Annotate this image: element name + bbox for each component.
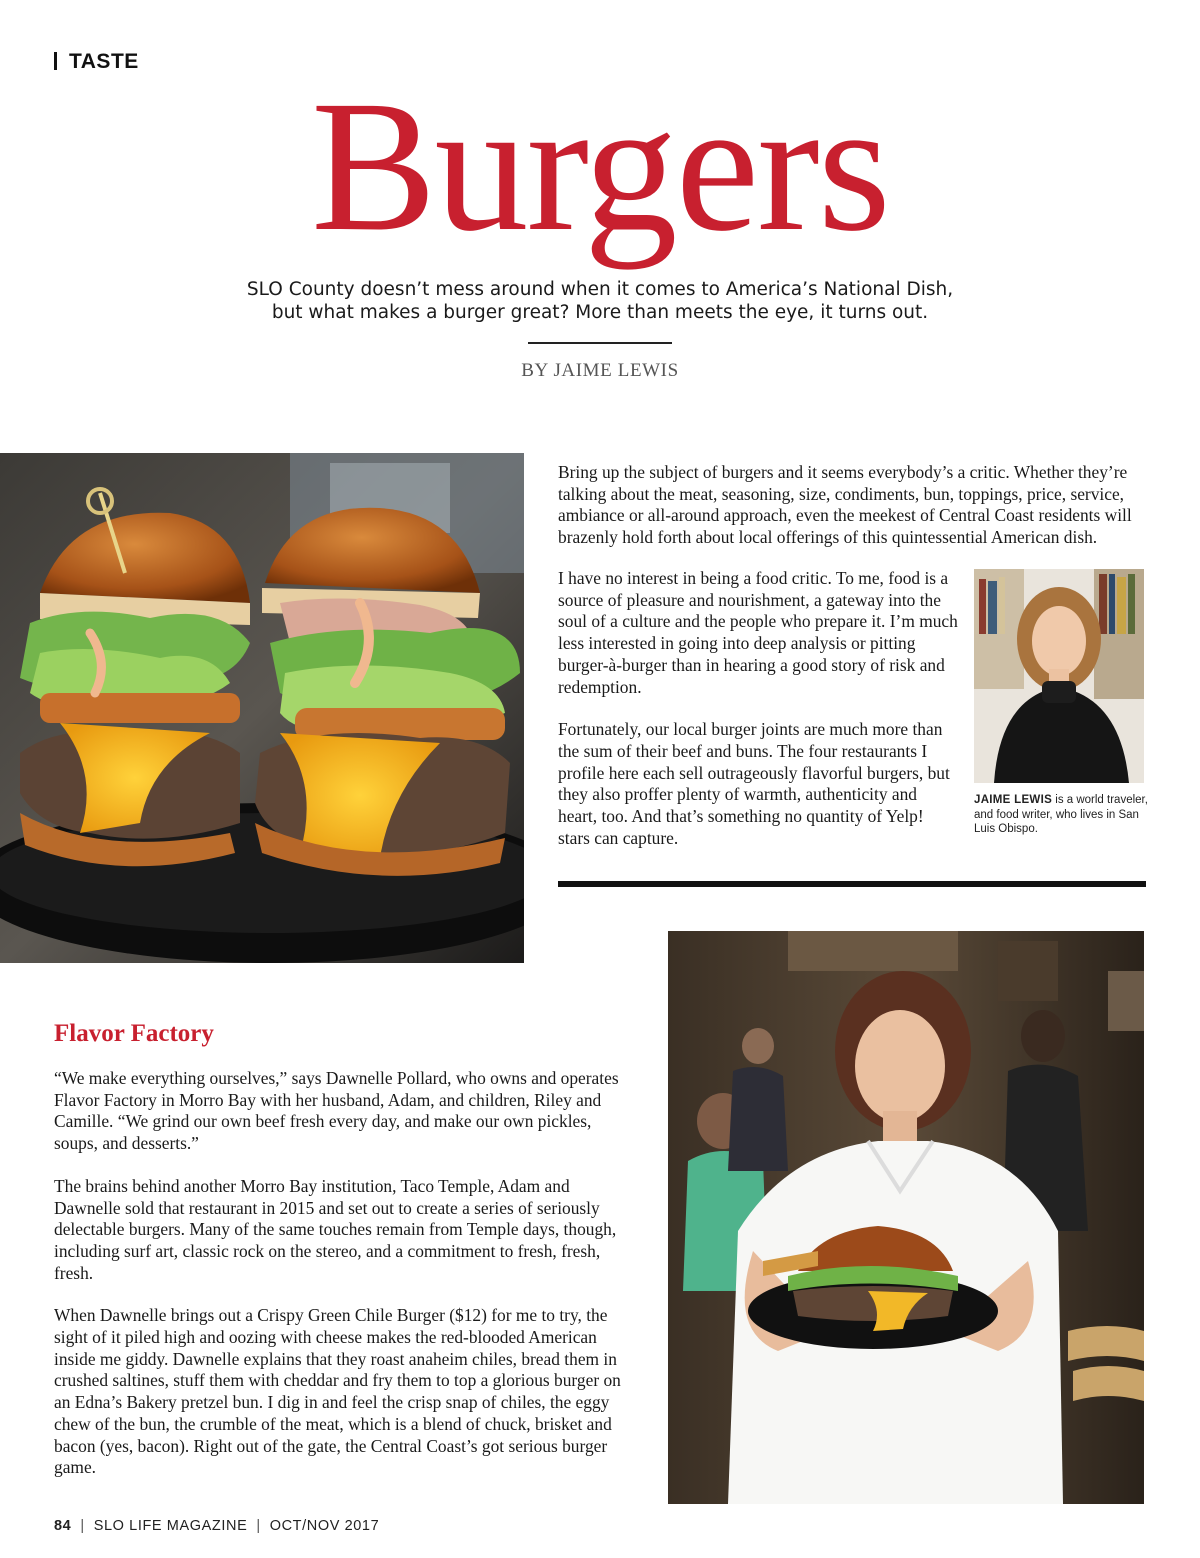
deck-line-1: SLO County doesn’t mess around when it comes to America’s National Dish,: [246, 279, 954, 300]
deck-divider: [528, 342, 672, 344]
section-tag: [54, 50, 139, 74]
magazine-name: SLO LIFE MAGAZINE: [93, 1518, 248, 1534]
intro-paragraph: Bring up the subject of burgers and it seems everybody’s a critic. Whether they’re talking about the meat, seasoning, size, condiments, bun, toppings, price, service, ambiance or all-around approach, even the meekest of Central Coast residents will brazenly hold forth about local offerings of this quintessential American dish.: [558, 462, 1132, 548]
author-photo: [974, 569, 1144, 783]
flavor-factory-body: [54, 1068, 624, 1500]
body-paragraph: I have no interest in being a food critic. To me, food is a source of pleasure and nourishment, a gateway into the soul of a culture and the people who prepare it. I’m much less interested in going into deep analysis or pitting burger-à-burger than in hearing a good story of risk and redemption.: [558, 568, 958, 697]
article-title: Burgers: [311, 61, 889, 270]
page-footer: [54, 1518, 379, 1534]
footer-divider: |: [80, 1518, 85, 1534]
article-deck: [150, 278, 1050, 324]
author-photo-illustration: [974, 569, 1144, 783]
author-bio: is a world traveler, and food writer, who lives in San Luis Obispo.: [974, 794, 1148, 835]
owner-photo-illustration: [668, 931, 1144, 1504]
author-name: JAIME LEWIS: [974, 794, 1053, 806]
body-paragraph: Fortunately, our local burger joints are much more than the sum of their beef and buns. The four restaurants I profile here each sell outrageously flavorful burgers, but they also proffer plenty of warmth, authenticity and heart, too. And that’s something no quantity of Yelp! stars can capture.: [558, 719, 950, 848]
section-rule: [558, 881, 1146, 887]
section-divider: [54, 52, 57, 70]
burger-photo: [0, 453, 524, 963]
body-paragraph: When Dawnelle brings out a Crispy Green Chile Burger ($12) for me to try, the sight of it piled high and oozing with cheese makes the red-blooded American inside me giddy. Dawnelle explains that they roast anaheim chiles, bread them in crushed saltines, stuff them with cheddar and fry them to top a glorious burger on an Edna’s Bakery pretzel bun. I dig in and feel the crisp snap of chiles, the eggy chew of the bun, the crumble of the meat, which is a blend of chuck, brisket and bacon (yes, bacon). Right out of the gate, the Central Coast’s got serious burger game.: [54, 1305, 621, 1478]
section-heading: Flavor Factory: [54, 1020, 214, 1047]
burger-photo-illustration: [0, 453, 524, 963]
body-paragraph: “We make everything ourselves,” says Dawnelle Pollard, who owns and operates Flavor Factory in Morro Bay with her husband, Adam, and children, Riley and Camille. “We grind our own beef fresh every day, and make our own pickles, soups, and desserts.”: [54, 1068, 619, 1154]
byline: BY JAIME LEWIS: [521, 360, 679, 381]
page-number: 84: [54, 1518, 72, 1534]
author-caption: [974, 793, 1149, 837]
body-column: [558, 568, 958, 870]
body-paragraph: The brains behind another Morro Bay institution, Taco Temple, Adam and Dawnelle sold that restaurant in 2015 and set out to create a series of seriously delectable burgers. Many of the same touches remain from Temple days, though, including surf art, classic rock on the stereo, and a commitment to fresh, fresh, fresh.: [54, 1175, 617, 1283]
footer-divider: |: [256, 1518, 261, 1534]
issue-date: OCT/NOV 2017: [269, 1518, 380, 1534]
deck-line-2: but what makes a burger great? More than meets the eye, it turns out.: [271, 302, 929, 323]
owner-photo: [668, 931, 1144, 1504]
section-label: TASTE: [69, 50, 139, 73]
